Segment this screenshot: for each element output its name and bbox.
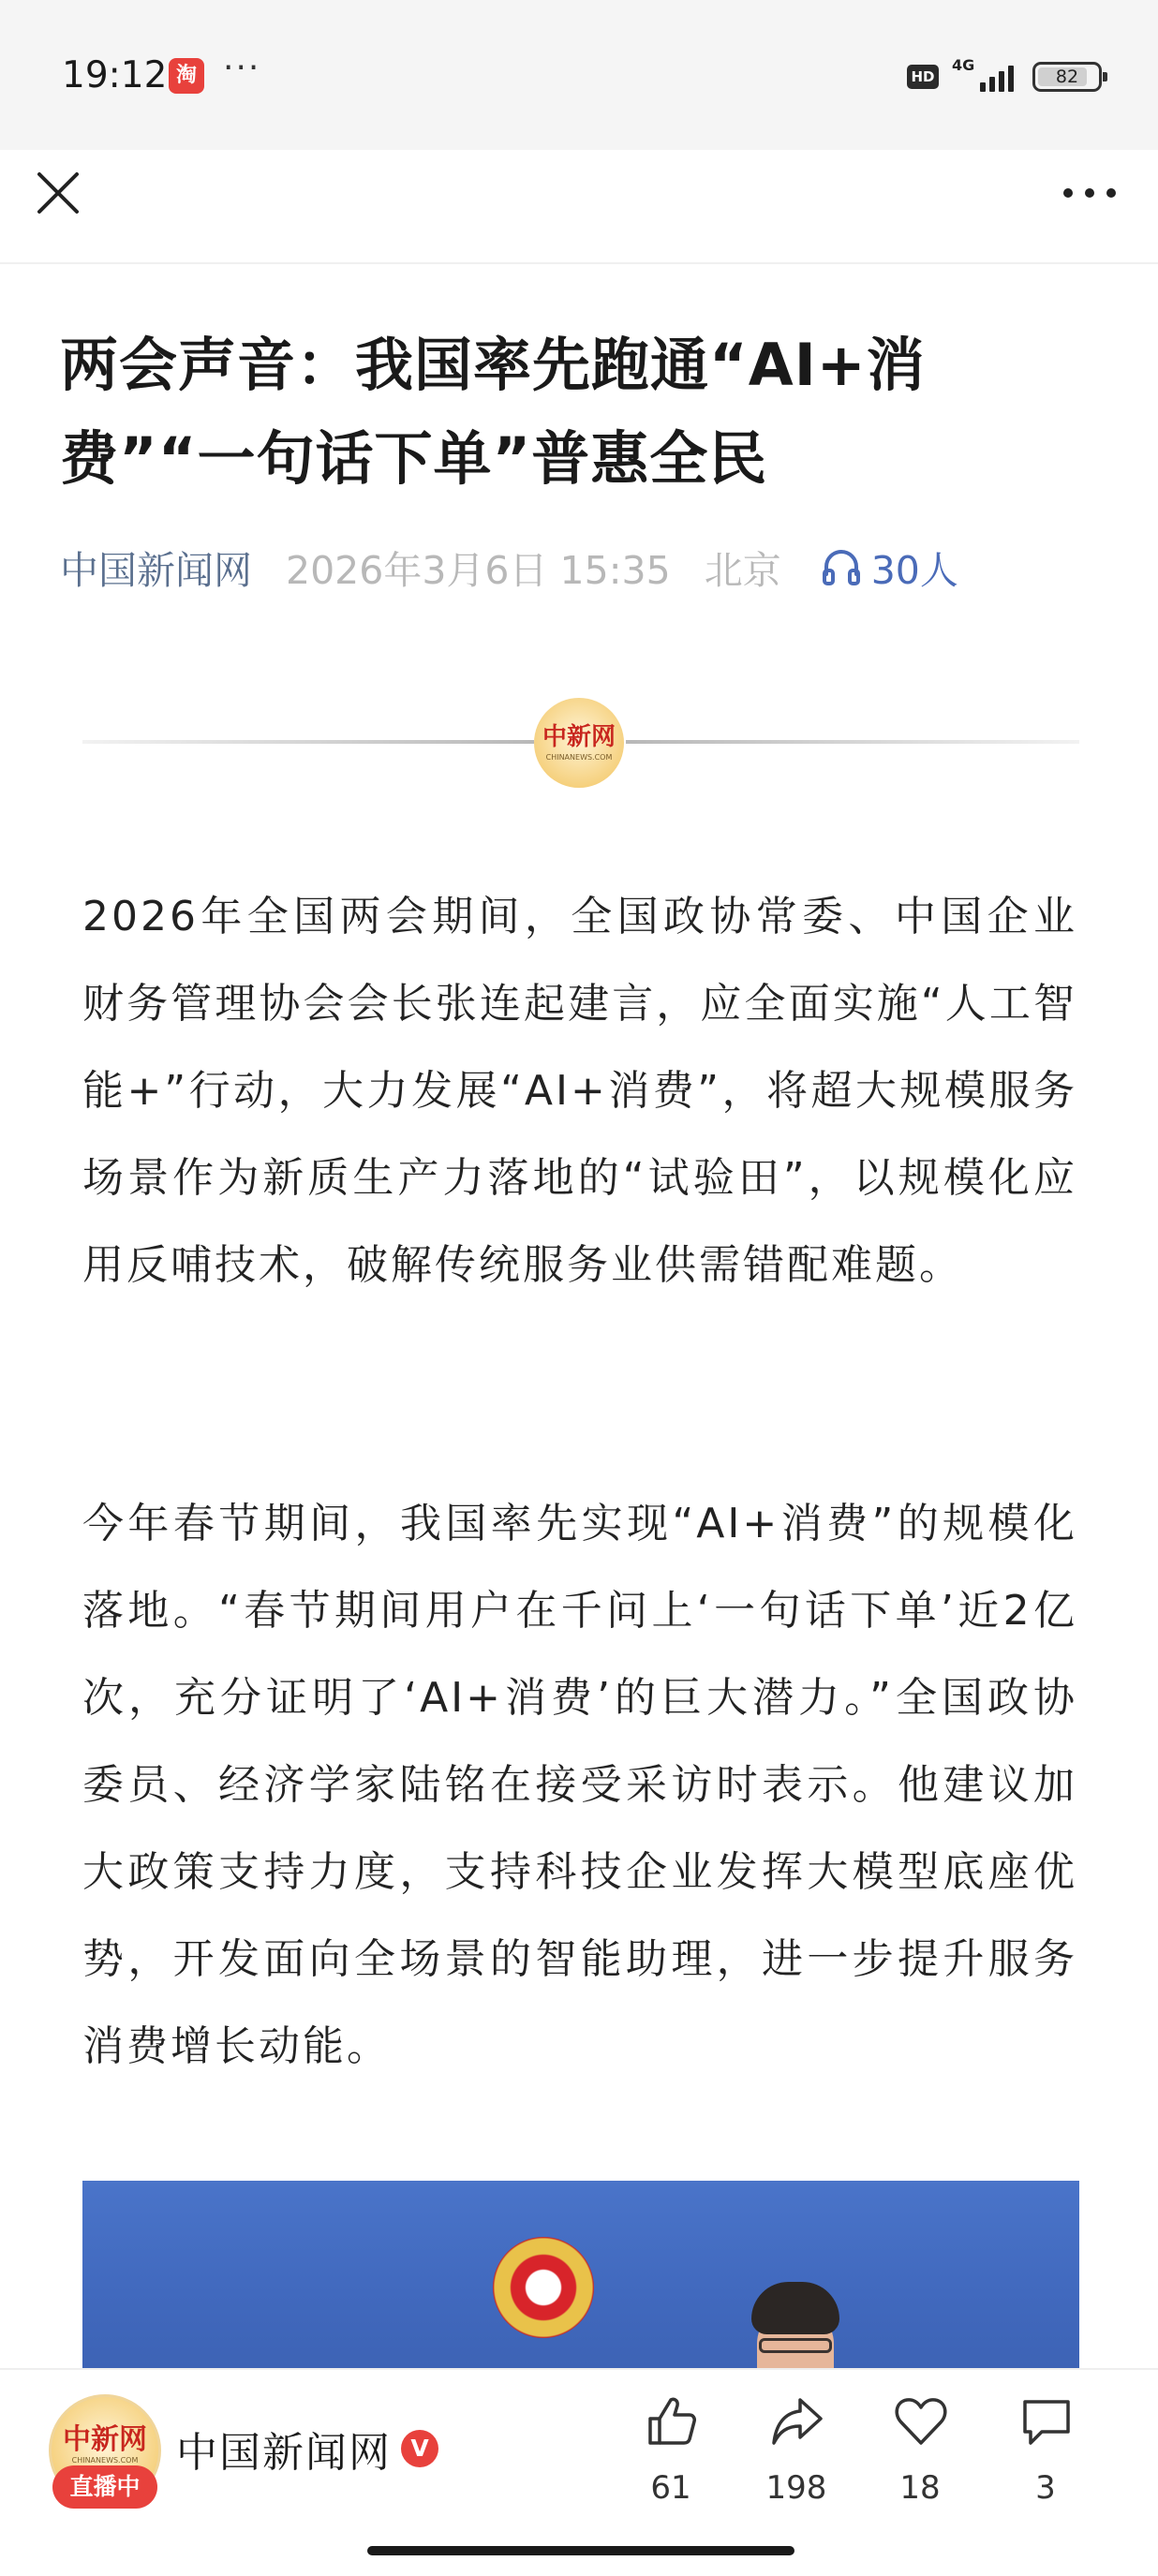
article-location: 北京: [704, 547, 781, 593]
article-title: 两会声音：我国率先跑通“AI+消费”“一句话下单”普惠全民: [60, 331, 926, 493]
thumbs-up-icon: [643, 2392, 701, 2450]
favorite-button[interactable]: [864, 2392, 976, 2514]
close-icon[interactable]: [34, 169, 82, 217]
more-icon[interactable]: [1059, 178, 1121, 208]
logo-cn-text: 中新网: [542, 723, 616, 751]
status-bar: [0, 0, 1158, 150]
favorite-count: 18: [899, 2469, 941, 2507]
comment-icon: [1017, 2392, 1076, 2450]
article-meta: [60, 539, 958, 595]
article-image[interactable]: [82, 2181, 1079, 2368]
signal-icon: [952, 58, 1019, 96]
article-date: 2026年3月6日 15:35: [286, 547, 671, 593]
share-count: 198: [765, 2469, 827, 2507]
battery-level: 82: [1055, 67, 1079, 87]
comment-button[interactable]: [989, 2392, 1102, 2514]
share-button[interactable]: [740, 2392, 853, 2514]
share-icon: [768, 2392, 826, 2450]
headphone-icon: [821, 546, 862, 587]
hd-icon: HD: [907, 65, 939, 89]
speaker-photo: [744, 2282, 847, 2368]
taobao-app-icon: 淘: [169, 58, 204, 94]
cppcc-emblem-icon: [493, 2237, 594, 2338]
article-paragraph-1: 2026年全国两会期间，全国政协常委、中国企业财务管理协会会长张连起建言，应全面实施“人工智能+”行动，大力发展“AI+消费”，将超大规模服务场景作为新质生产力落地的“试验田”，以规模化应用反哺技术，破解传统服务业供需错配难题。: [82, 893, 1077, 1289]
channel-name[interactable]: 中国新闻网: [176, 2429, 392, 2477]
comment-count: 3: [1035, 2469, 1056, 2507]
bottom-action-bar: [0, 2368, 1158, 2576]
chinanews-logo: [534, 698, 624, 788]
divider-line-left: [82, 740, 534, 744]
avatar-cn-text: 中新网: [63, 2422, 147, 2456]
nav-divider: [0, 262, 1158, 264]
article-source[interactable]: 中国新闻网: [60, 547, 252, 593]
status-more-icon: ···: [223, 49, 261, 87]
avatar-en-text: CHINANEWS.COM: [71, 2455, 139, 2465]
heart-icon: [892, 2392, 950, 2450]
network-type: 4G: [952, 56, 975, 74]
divider-line-right: [626, 740, 1079, 744]
status-indicators: [907, 56, 1102, 97]
logo-en-text: CHINANEWS.COM: [545, 753, 613, 762]
verified-icon: V: [401, 2430, 438, 2467]
battery-icon: [1032, 62, 1102, 92]
home-indicator[interactable]: [367, 2546, 794, 2555]
article-paragraph-2: 今年春节期间，我国率先实现“AI+消费”的规模化落地。“春节期间用户在千问上‘一句话下单’近2亿次，充分证明了‘AI+消费’的巨大潜力。”全国政协委员、经济学家陆铭在接受采访时表示。他建议加大政策支持力度，支持科技企业发挥大模型底座优势，开发面向全场景的智能助理，进一步提升服务消费增长动能。: [82, 1500, 1077, 2070]
status-time: 19:12: [62, 54, 168, 96]
listen-button[interactable]: [821, 540, 958, 595]
live-badge[interactable]: 直播中: [52, 2465, 157, 2509]
listener-count: 30人: [870, 547, 958, 593]
like-button[interactable]: [615, 2392, 727, 2514]
like-count: 61: [650, 2469, 691, 2507]
